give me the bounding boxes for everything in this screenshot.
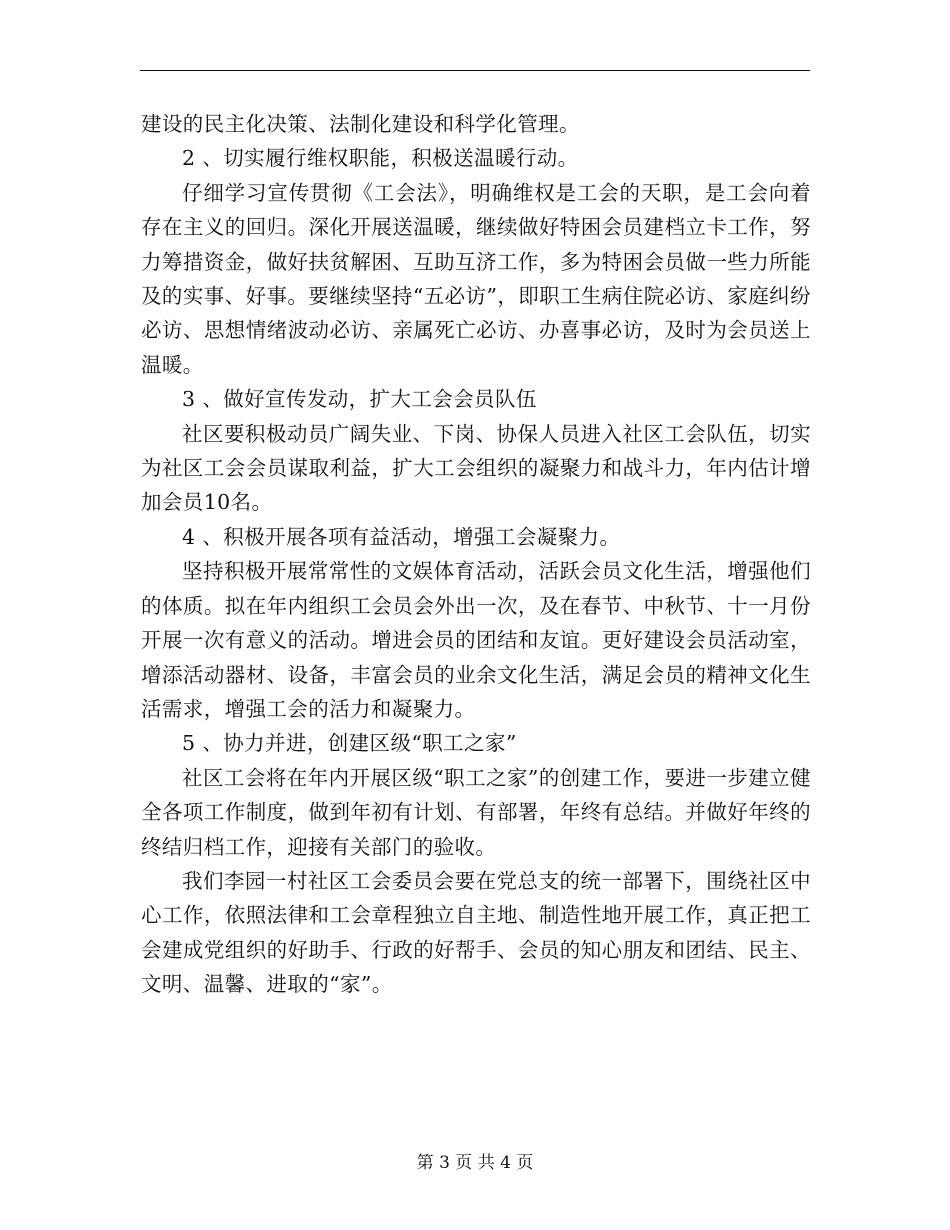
paragraph-5: 社区工会将在年内开展区级“职工之家”的创建工作，要进一步建立健全各项工作制度，做到年初有计划、有部署，年终有总结。并做好年终的终结归档工作，迎接有关部门的验收。: [141, 765, 811, 859]
page-number-footer: 第 3 页 共 4 页: [416, 1153, 534, 1173]
heading-5: 5 、协力并进，创建区级“职工之家”: [182, 731, 517, 756]
header-rule: [140, 70, 810, 71]
paragraph-4: 坚持积极开展常常性的文娱体育活动，活跃会员文化生活，增强他们的体质。拟在年内组织工会员会外出一次，及在春节、中秋节、十一月份开展一次有意义的活动。增进会员的团结和友谊。更好建设会员活动室，增添活动器材、设备，丰富会员的业余文化生活，满足会员的精神文化生活需求，增强工会的活力和凝聚力。: [141, 559, 811, 721]
paragraph-3: 社区要积极动员广阔失业、下岗、协保人员进入社区工会队伍，切实为社区工会会员谋取利益，扩大工会组织的凝聚力和战斗力，年内估计增加会员10名。: [141, 421, 811, 515]
paragraph-conclusion: 我们李园一村社区工会委员会要在党总支的统一部署下，围绕社区中心工作，依照法律和工会章程独立自主地、制造性地开展工作，真正把工会建成党组织的好助手、行政的好帮手、会员的知心朋友和团结、民主、文明、温馨、进取的“家”。: [141, 868, 811, 997]
heading-4: 4 、积极开展各项有益活动，增强工会凝聚力。: [182, 524, 621, 549]
heading-3: 3 、做好宣传发动，扩大工会会员队伍: [182, 387, 537, 412]
heading-2: 2 、切实履行维权职能，积极送温暖行动。: [182, 146, 579, 171]
document-body: [141, 107, 811, 1002]
paragraph-1: 建设的民主化决策、法制化建设和科学化管理。: [141, 112, 580, 136]
paragraph-2: 仔细学习宣传贯彻《工会法》，明确维权是工会的天职，是工会向着存在主义的回归。深化开展送温暖，继续做好特困会员建档立卡工作，努力筹措资金，做好扶贫解困、互助互济工作，多为特困会员做一些力所能及的实事、好事。要继续坚持“五必访”，即职工生病住院必访、家庭纠纷必访、思想情绪波动必访、亲属死亡必访、办喜事必访，及时为会员送上温暖。: [141, 180, 811, 377]
